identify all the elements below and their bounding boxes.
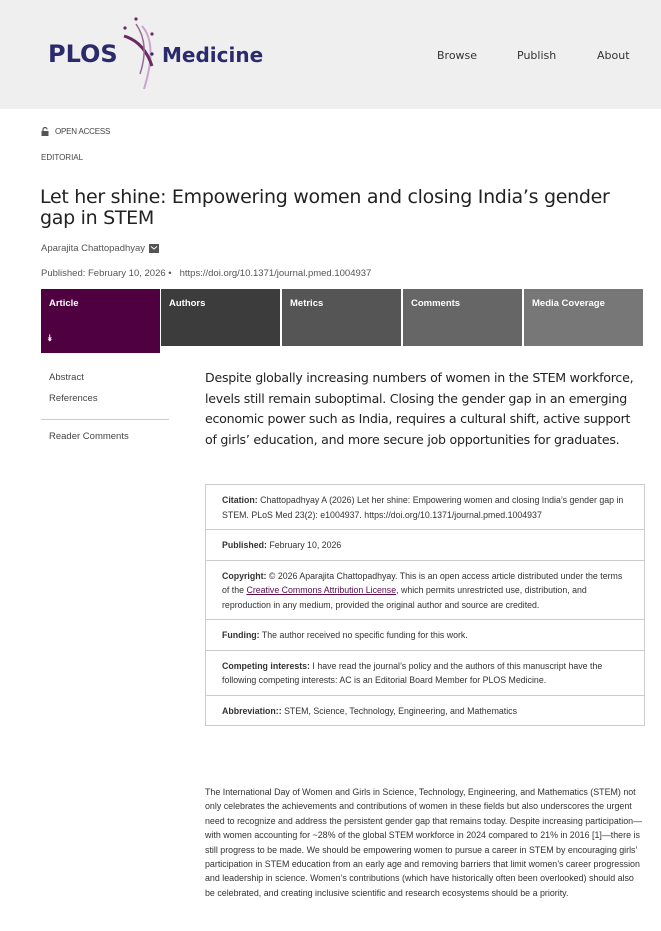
nav-about[interactable]: About <box>597 49 630 62</box>
sidebar-item-references[interactable]: References <box>49 393 98 404</box>
copyright-text: , which permits unrestricted use, distribution, and reproduction in any medium, provided the original author and source are credited. <box>222 585 587 610</box>
tab-label: Comments <box>411 298 461 309</box>
chevron-double-down-icon: ⯯ <box>47 333 53 343</box>
row-label: Published: <box>222 540 267 550</box>
tab-article[interactable] <box>41 289 160 353</box>
article-info-box <box>205 484 645 726</box>
license-link[interactable]: Creative Commons Attribution License <box>246 585 397 595</box>
svg-text:Medicine: Medicine <box>162 43 264 67</box>
competing-text: I have read the journal’s policy and the authors of this manuscript have the following competing interests: AC is an Editorial Board Member for PLOS Medicine. <box>222 660 603 685</box>
row-label: Abbreviation:: <box>222 705 282 716</box>
doi-link[interactable]: https://doi.org/10.1371/journal.pmed.1004937 <box>179 268 372 279</box>
citation-row <box>206 485 644 529</box>
publication-info <box>41 268 371 279</box>
nav-browse[interactable]: Browse <box>437 49 478 62</box>
published-row <box>206 529 644 560</box>
sidebar-item-abstract[interactable]: Abstract <box>49 372 84 383</box>
body-text: —there is still progress to be made. We should be empowering women to pursue a career in STEM by encouraging girls’ participation in STEM education from an early age and removing barriers that limit women’s career progression and leadership in science. Women’s contributions (which have historically often been overlooked) should also be celebrated, and creating inclusive scientific and research ecosystems should be a priority. <box>205 830 640 898</box>
reference-link[interactable]: [1] <box>592 830 602 841</box>
svg-text:PLOS: PLOS <box>48 40 118 68</box>
open-access-badge <box>41 127 110 136</box>
funding-row <box>206 619 644 650</box>
email-icon[interactable] <box>149 244 159 253</box>
body-text: The International Day of Women and Girls in Science, Technology, Engineering, and Mathematics (STEM) not only celebrates the achievements and contributions of women in these fields but also underscores the urgent need to recognize and address the persistent gender gap that remains today. Despite increasing participation—with women accounting for ~28% of the global STEM workforce in 2024 compared to 21% in 2016 <box>205 787 642 841</box>
funding-text: The author received no specific funding for this work. <box>259 630 468 640</box>
published-text: February 10, 2026 <box>266 540 342 550</box>
body-paragraph <box>205 785 645 900</box>
abbreviation-row <box>206 695 644 726</box>
tab-comments[interactable] <box>403 289 522 346</box>
abbreviation-text: STEM, Science, Technology, Engineering, and Mathematics <box>281 705 517 716</box>
author-name[interactable]: Aparajita Chattopadhyay <box>41 243 146 254</box>
citation-text: Chattopadhyay A (2026) Let her shine: Empowering women and closing India’s gender gap in STEM. PLoS Med 23(2): e1004937. https://doi.org/10.1371/journal.pmed.1004937 <box>222 495 624 520</box>
abstract-text: Despite globally increasing numbers of women in the STEM workforce, levels still remain suboptimal. Closing the gender gap in an emerging economic power such as India, requires a cultural shift, active support of girls’ education, and more secure job opportunities for graduates. <box>205 370 634 447</box>
row-label: Competing interests: <box>222 660 310 671</box>
copyright-text: © 2026 Aparajita Chattopadhyay. This is an open access article distributed under the terms of the <box>222 570 623 595</box>
row-label: Copyright: <box>222 570 267 581</box>
tab-label: Media Coverage <box>532 298 605 309</box>
article-title: Let her shine: Empowering women and closing India’s gender gap in STEM <box>40 186 610 229</box>
plos-medicine-logo[interactable] <box>40 14 270 94</box>
sidebar-divider <box>41 419 169 420</box>
sidebar-item-reader-comments[interactable]: Reader Comments <box>49 431 129 442</box>
nav-publish[interactable]: Publish <box>517 49 557 62</box>
row-label: Funding: <box>222 630 260 640</box>
open-access-label: OPEN ACCESS <box>55 127 111 136</box>
row-label: Citation: <box>222 495 258 505</box>
unlock-icon <box>41 127 49 136</box>
article-type: EDITORIAL <box>41 153 84 162</box>
tab-media-coverage[interactable] <box>524 289 643 346</box>
tab-label: Article <box>49 298 79 309</box>
author-line <box>41 243 159 254</box>
tab-label: Metrics <box>290 298 324 309</box>
tab-label: Authors <box>169 298 206 309</box>
published-date: Published: February 10, 2026 • <box>41 268 172 279</box>
competing-interests-row <box>206 650 644 695</box>
copyright-row <box>206 560 644 620</box>
site-header <box>0 0 661 109</box>
tab-metrics[interactable] <box>282 289 401 346</box>
tab-authors[interactable] <box>161 289 280 346</box>
